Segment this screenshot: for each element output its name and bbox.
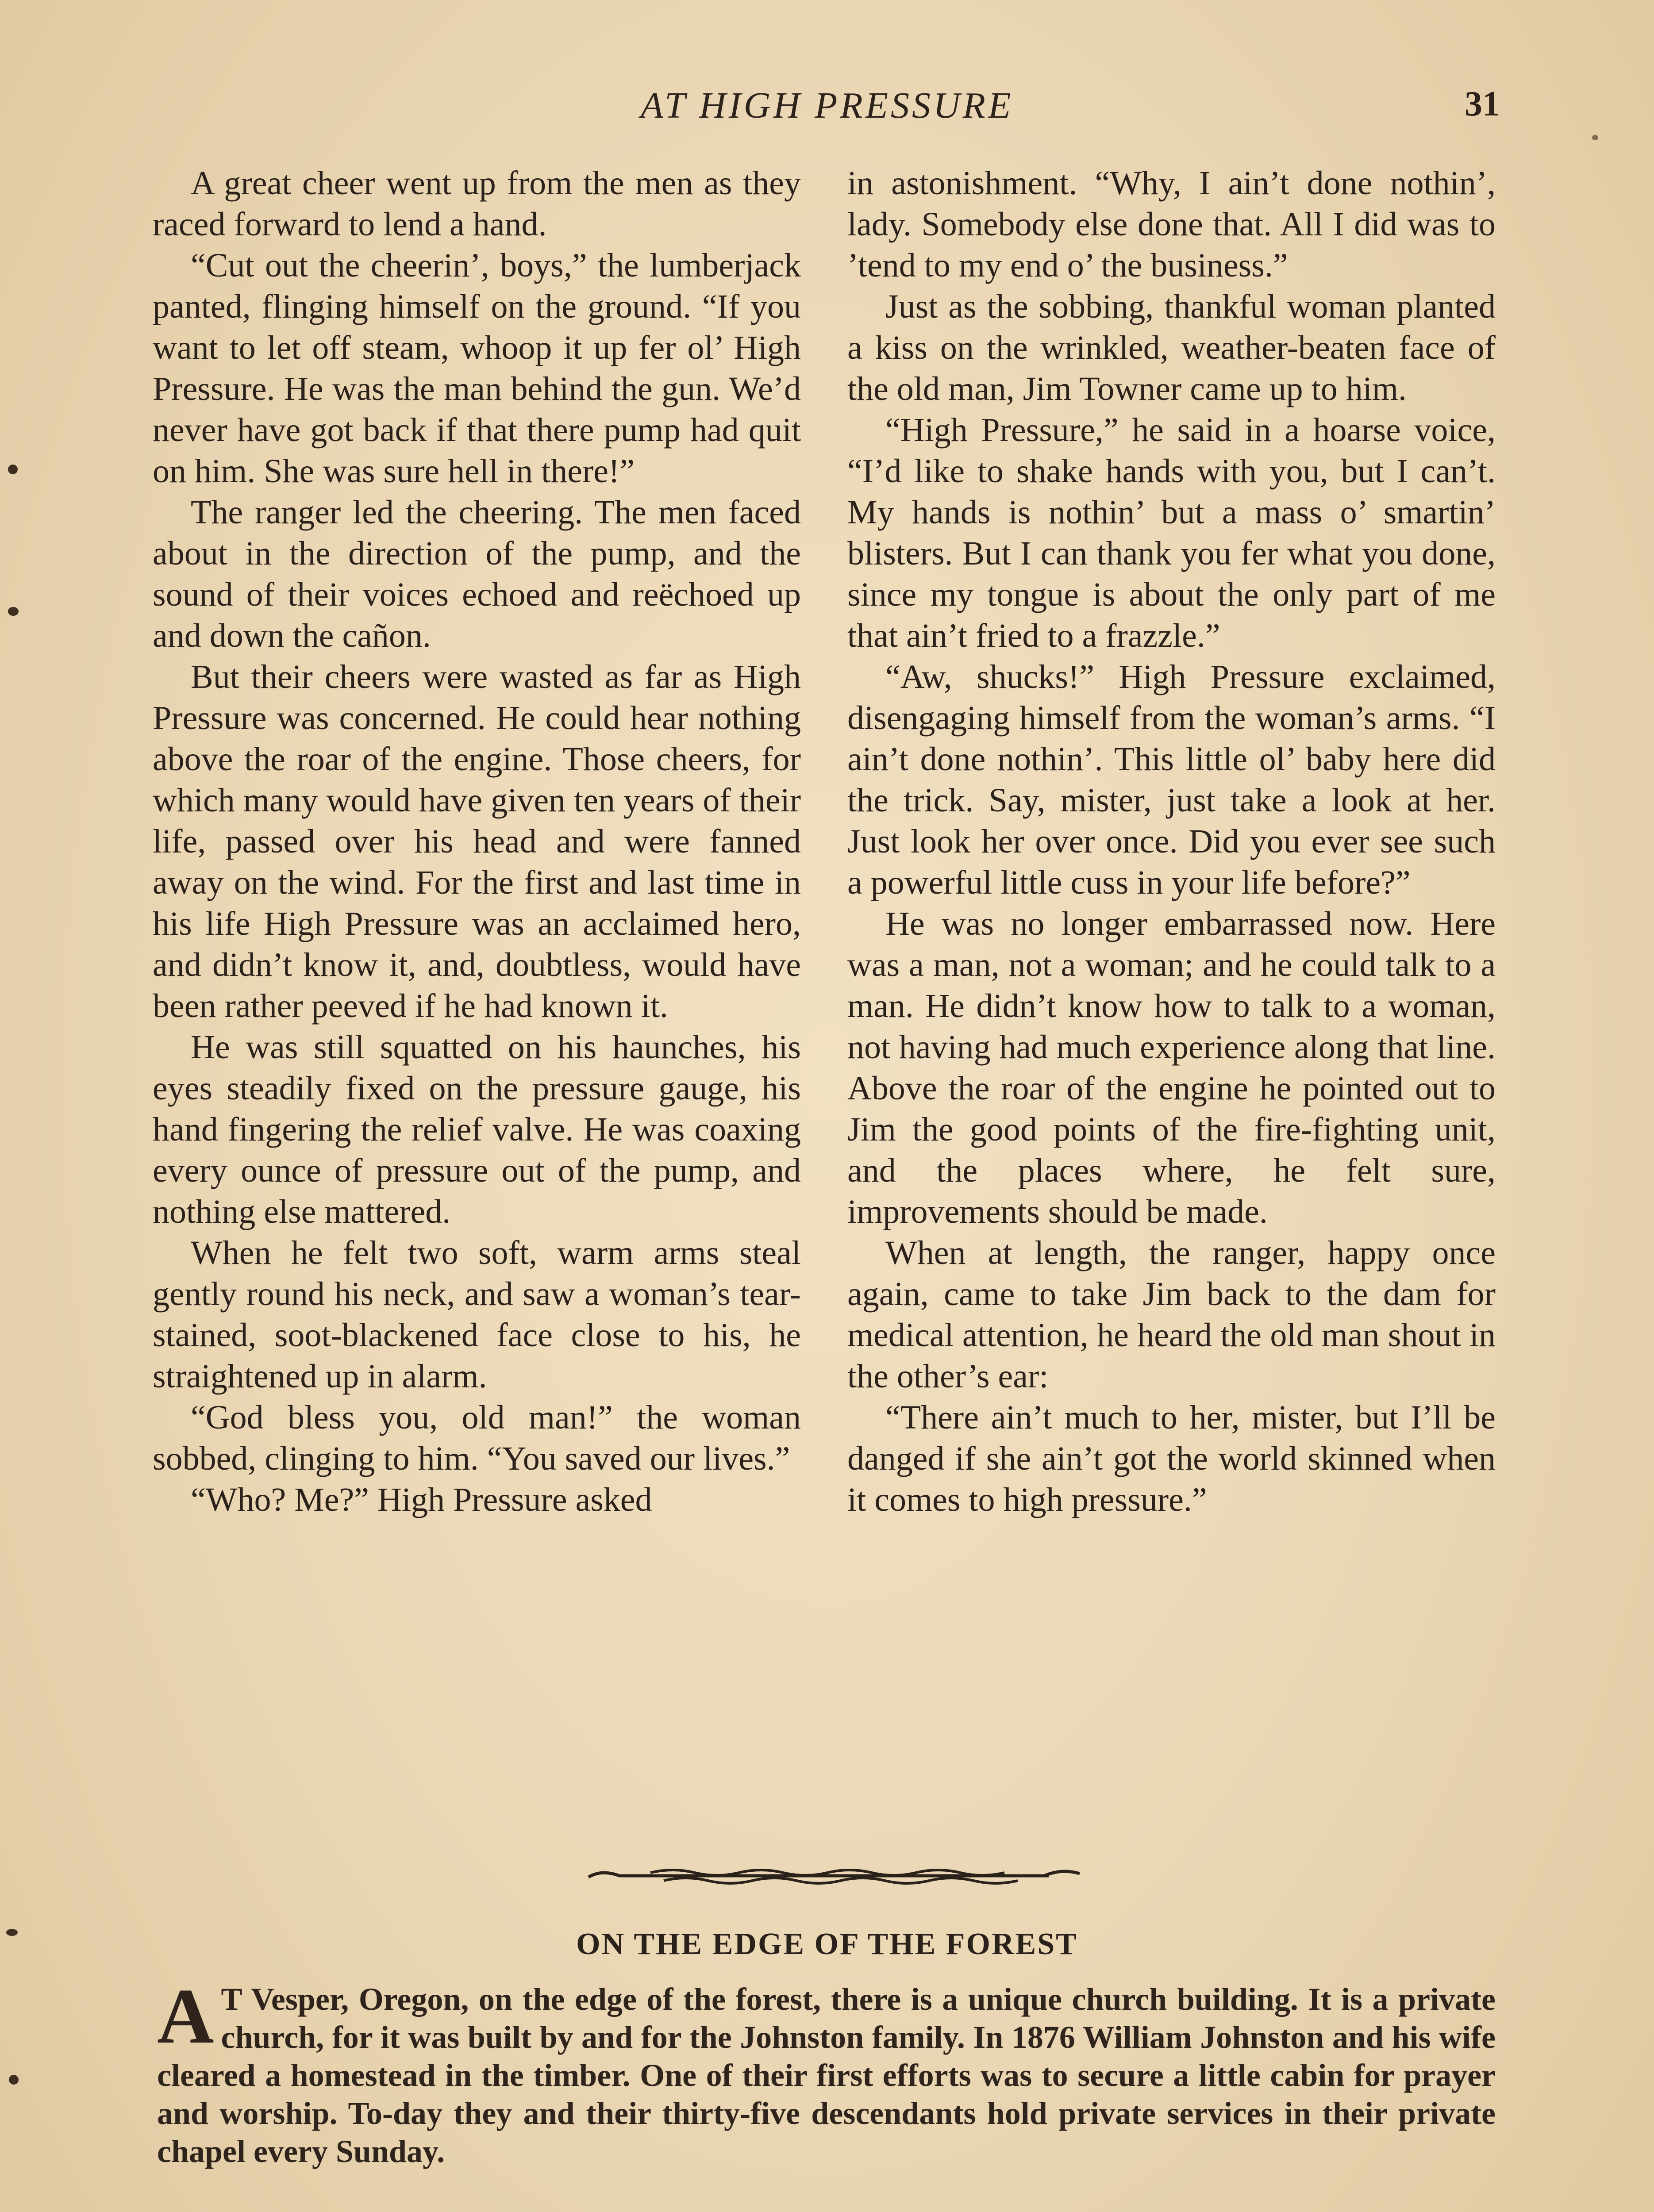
story-paragraph: When he felt two soft, warm arms steal gently round his neck, and saw a woman’s tear-stained, soot-blackened face close to his, he straightened up in alarm. (153, 1234, 801, 1395)
running-title: AT HIGH PRESSURE (640, 85, 1014, 126)
story-right-column (847, 163, 1496, 1521)
story-paragraph: “There ain’t much to her, mister, but I’ll be danged if she ain’t got the world skinned when it comes to high pressure.” (847, 1399, 1496, 1518)
story-left-column (153, 163, 801, 1521)
story-paragraph: He was no longer embarrassed now. Here was a man, not a woman; and he could talk to a man. He didn’t know how to talk to a woman, not having had much experience along that line. Above the roar of the engine he pointed out to Jim the good points of the fire-fighting unit, and the places where, he felt sure, improvements should be made. (847, 905, 1496, 1230)
drop-cap: A (157, 1972, 214, 2060)
binding-mark (9, 2075, 19, 2085)
filler-article (157, 1972, 1496, 2170)
filler-body-text: T Vesper, Oregon, on the edge of the forest, there is a unique church building. It is a private church, for it was built by and for the Johnston family. In 1876 William Johnston and his wife cleared a homestead in the timber. One of their first efforts was to secure a little cabin for prayer and worship. To-day they and their thirty-five descendants hold private services in their private chapel every Sunday. (157, 1982, 1496, 2169)
story-paragraph: “Cut out the cheerin’, boys,” the lumberjack panted, flinging himself on the ground. “If you want to let off steam, whoop it up fer ol’ High Pressure. He was the man behind the gun. We’d never have got back if that there pump had quit on him. She was sure hell in there!” (153, 247, 801, 490)
story-paragraph: “Who? Me?” High Pressure asked (191, 1481, 652, 1518)
story-paragraph: The ranger led the cheering. The men faced about in the direction of the pump, and the sound of their voices echoed and reëchoed up and down the cañon. (153, 494, 801, 654)
story-paragraph: When at length, the ranger, happy once again, came to take Jim back to the dam for medical attention, he heard the old man shout in the other’s ear: (847, 1234, 1496, 1395)
story-paragraph: But their cheers were wasted as far as High Pressure was concerned. He could hear nothing above the roar of the engine. Those cheers, for which many would have given ten years of their life, passed over his head and were fanned away on the wind. For the first and last time in his life High Pressure was an acclaimed hero, and didn’t know it, and, doubtless, would have been rather peeved if he had known it. (153, 658, 801, 1025)
binding-mark (8, 465, 18, 474)
wave-ornament-divider (584, 1856, 1084, 1896)
story-paragraph: A great cheer went up from the men as they raced forward to lend a hand. (153, 165, 801, 243)
story-paragraph: Just as the sobbing, thankful woman planted a kiss on the wrinkled, weather-beaten face of the old man, Jim Towner came up to him. (847, 288, 1496, 407)
story-paragraph: “High Pressure,” he said in a hoarse voice, “I’d like to shake hands with you, but I can’t. My hands is nothin’ but a mass o’ smartin’ blisters. But I can thank you fer what you done, since my tongue is about the only part of me that ain’t fried to a frazzle.” (847, 411, 1496, 654)
page-number: 31 (1465, 84, 1500, 123)
story-paragraph: He was still squatted on his haunches, his eyes steadily fixed on the pressure gauge, his hand fingering the relief valve. He was coaxing every ounce of pressure out of the pump, and nothing else mattered. (153, 1029, 801, 1230)
story-paragraph: “Aw, shucks!” High Pressure exclaimed, disengaging himself from the woman’s arms. “I ain’t done nothin’. This little ol’ baby here did the trick. Say, mister, just take a look at her. Just look her over once. Did you ever see such a powerful little cuss in your life before?” (847, 658, 1496, 901)
binding-mark (8, 607, 19, 616)
paper-speck (1592, 135, 1598, 140)
story-paragraph-continuation: in astonishment. “Why, I ain’t done nothin’, lady. Somebody else done that. All I did was to ’tend to my end o’ the business.” (847, 165, 1496, 284)
filler-heading: ON THE EDGE OF THE FOREST (576, 1927, 1078, 1961)
story-paragraph: “God bless you, old man!” the woman sobbed, clinging to him. “You saved our lives.” (153, 1399, 801, 1477)
